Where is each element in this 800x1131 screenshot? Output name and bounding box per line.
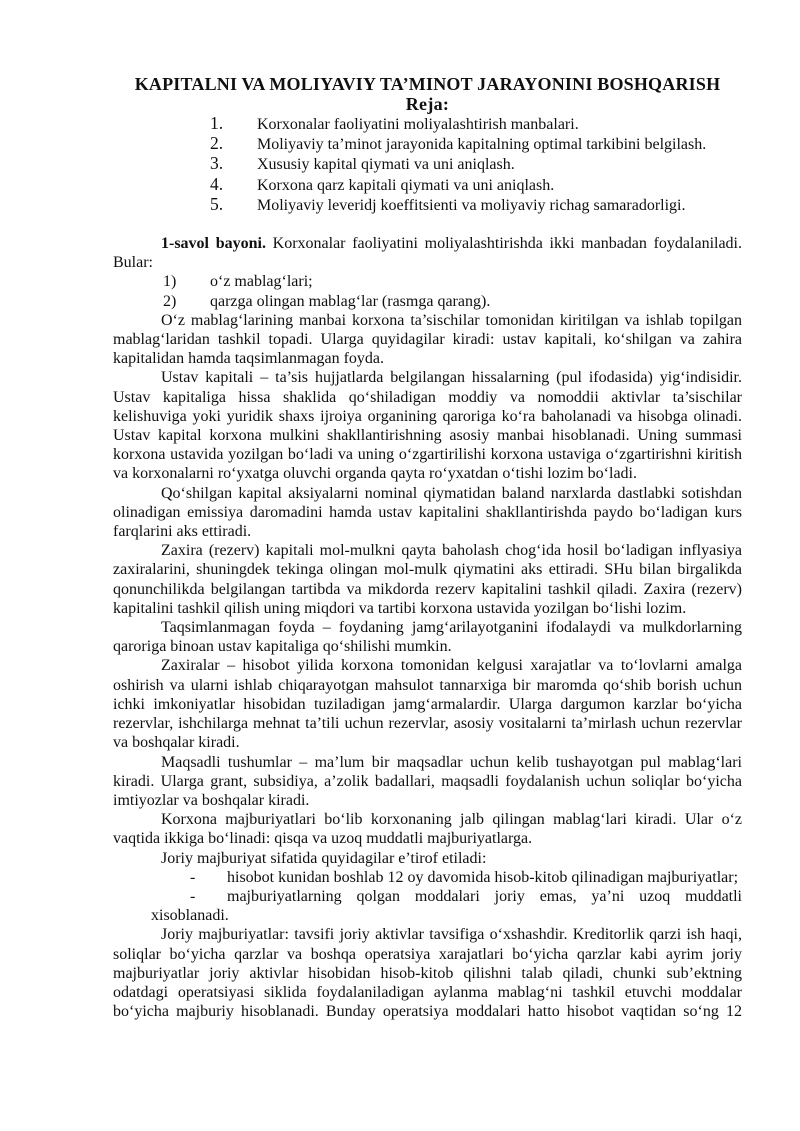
plan-item-number: 1. xyxy=(210,113,224,133)
plan-list xyxy=(113,114,742,215)
paragraph-maqsadli-tushumlar: Maqsadli tushumlar – ma’lum bir maqsadlar uchun kelib tushayotgan pul mablag‘lari kiradi. Ularga grant, subsidiya, a’zolik badallari, maqsadli foydalanish uchun soliqlar bo‘yicha imtiyozlar va boshqalar kiradi. xyxy=(113,753,742,809)
paragraph-korxona-majburiyatlari: Korxona majburiyatlari bo‘lib korxonaning jalb qilingan mablag‘lari kiradi. Ular o‘z vaqtida ikkiga bo‘linadi: qisqa va uzoq muddatli majburiyatlarga. xyxy=(113,811,742,848)
source-item-1 xyxy=(163,272,742,291)
liability-item-text: majburiyatlarning qolgan moddalari joriy emas, ya’ni uzoq muddatli xisoblanadi. xyxy=(151,887,742,925)
intro-text: Korxonalar faoliyatini moliyalashtirishda ikki manbadan foydalaniladi. Bular: xyxy=(113,235,743,272)
plan-item-2 xyxy=(210,134,742,154)
source-item-text: o‘z mablag‘lari; xyxy=(210,273,313,291)
source-item-2 xyxy=(163,292,742,311)
paragraph-qoshilgan-kapital: Qo‘shilgan kapital aksiyalarni nominal qiymatidan baland narxlarda dastlabki sotishdan olinadigan emissiya daromadini hamda ustav kapitalini shakllantirishda paydo bo‘ladigan kurs farqlarini aks ettiradi. xyxy=(113,484,742,541)
paragraph-zaxira-kapitali: Zaxira (rezerv) kapitali mol-mulkni qayta baholash chog‘ida hosil bo‘ladigan inflyasiya zaxiralarini, shuningdek tekinga olingan mol-mulk qiymatini aks ettiradi. SHu bilan birgalikda qonunchilikda belgilangan tartibda va mikdorda rezerv kapitalini tashkil qiladi. Zaxira (rezerv) kapitalini tashkil qilish uning miqdori va tartibi korxona ustavida yozilgan bo‘lishi lozim. xyxy=(113,542,742,617)
plan-item-number: 2. xyxy=(210,133,224,154)
plan-item-text: Moliyaviy ta’minot jarayonida kapitalning optimal tarkibini belgilash. xyxy=(257,136,707,154)
liability-item-text: hisobot kunidan boshlab 12 oy davomida hisob-kitob qilinadigan majburiyatlar; xyxy=(227,868,739,886)
funding-sources-list xyxy=(113,272,742,310)
plan-heading: Reja: xyxy=(405,94,450,114)
intro-paragraph xyxy=(113,234,742,272)
source-item-text: qarzga olingan mablag‘lar (rasmga qarang). xyxy=(210,292,491,310)
plan-item-text: Korxona qarz kapitali qiymati va uni aniqlash. xyxy=(257,176,555,194)
plan-item-5 xyxy=(210,195,742,215)
liability-item-1 xyxy=(113,868,742,887)
liabilities-intro-line: Joriy majburiyat sifatida quyidagilar e’tirof etiladi: xyxy=(161,849,487,867)
liability-item-2 xyxy=(113,887,742,925)
dash-marker: - xyxy=(190,868,196,886)
plan-item-number: 4. xyxy=(210,173,224,194)
paragraph-zaxiralar: Zaxiralar – hisobot yilida korxona tomonidan kelgusi xarajatlar va to‘lovlarni amalga oshirish va ularni ishlab chiqarayotgan mahsulot tannarxiga bir maromda qo‘shib borish uchun ichki imkoniyatlar hisobidan tuziladigan jamg‘armalardir. Ularga dargumon karzlar bo‘yicha rezervlar, ishchilarga mehnat ta’tili uchun rezervlar, asosiy vositalarni ta’mirlash uchun rezervlar va boshqalar kiradi. xyxy=(113,657,742,752)
plan-item-text: Korxonalar faoliyatini moliyalashtirish manbalari. xyxy=(257,116,579,133)
plan-item-text: Moliyaviy leveridj koeffitsienti va moliyaviy richag samaradorligi. xyxy=(257,196,686,214)
document-title: KAPITALNI VA MOLIYAVIY TA’MINOT JARAYONINI BOSHQARISH xyxy=(134,74,721,94)
intro-lead: 1-savol bayoni. xyxy=(161,235,266,253)
paragraph-taqsimlanmagan-foyda: Taqsimlanmagan foyda – foydaning jamg‘arilayotganini ifodalaydi va mulkdorlarning qaroriga binoan ustav kapitaliga qo‘shilishi mumkin. xyxy=(113,619,742,656)
dash-marker: - xyxy=(190,887,196,905)
source-item-number: 2) xyxy=(163,292,177,310)
plan-item-number: 5. xyxy=(210,193,224,214)
plan-item-text: Xususiy kapital qiymati va uni aniqlash. xyxy=(257,156,515,174)
plan-item-3 xyxy=(210,154,742,174)
paragraph-oz-mablaglar: O‘z mablag‘larining manbai korxona ta’sischilar tomonidan kiritilgan va ishlab topilgan mablag‘laridan tashkil topadi. Ularga quyidagilar kiradi: ustav kapitali, ko‘shilgan va zahira kapitalidan hamda taqsimlanmagan foyda. xyxy=(113,311,742,368)
document-content xyxy=(113,74,742,1021)
plan-item-number: 3. xyxy=(210,153,224,174)
source-item-number: 1) xyxy=(163,273,177,291)
paragraph-ustav-kapitali: Ustav kapitali – ta’sis hujjatlarda belgilangan hissalarning (pul ifodasida) yig‘indisidir. Ustav kapitaliga hissa shaklida qo‘shiladigan moddiy va nomoddii aktivlar ta’sischilar kelishuviga yoki yuridik shaxs ijroiya organining qaroriga ko‘ra baholanadi va hisobga olinadi. Ustav kapital korxona mulkini shakllantirishning asosiy manbai hisoblanadi. Uning summasi korxona ustavida yozilgan bo‘ladi va uning o‘zgartirilishi korxona ustaviga o‘zgartirishni kiritish va korxonalarni ro‘yxatga oluvchi organda qayta ro‘yxatdan o‘tishi lozim bo‘ladi. xyxy=(113,369,742,483)
plan-item-1 xyxy=(210,114,742,134)
paragraph-joriy-majburiyatlar: Joriy majburiyatlar: tavsifi joriy aktivlar tavsifiga o‘xshashdir. Kreditorlik qarzi ish haqi, soliqlar bo‘yicha qarzlar va boshqa operatsiya xarajatlari bo‘yicha qarzlar kabi ayrim joriy majburiyatlar joriy aktivlar hisobidan hisob-kitob qilishni talab qiladi, chunki sub’ektning odatdagi operatsiyasi siklida foydalaniladigan aylanma mablag‘ni tashkil etuvchi moddalar bo‘yicha majburiy hisoblanadi. Bunday operatsiya moddalari hatto hisobot vaqtidan so‘ng 12 xyxy=(113,926,742,1021)
plan-item-4 xyxy=(210,175,742,195)
